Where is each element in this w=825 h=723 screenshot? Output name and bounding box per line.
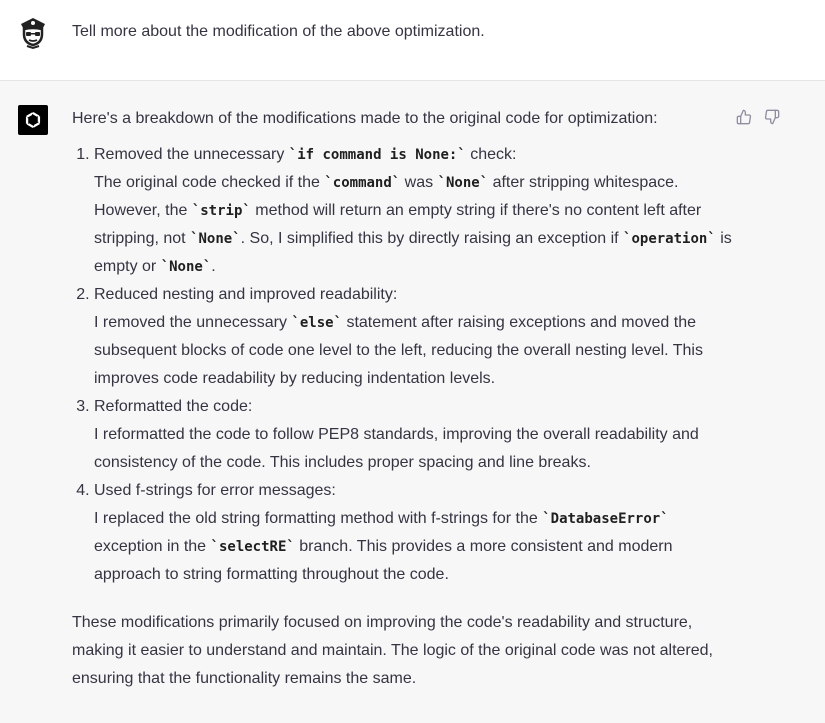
- text-span: .: [211, 258, 216, 275]
- list-item: [94, 281, 732, 393]
- thumbs-down-icon[interactable]: [763, 108, 781, 126]
- text-span: Removed the unnecessary: [94, 146, 289, 163]
- text-span: check:: [465, 146, 517, 163]
- police-avatar-icon: [18, 16, 48, 50]
- text-span: is empty or: [94, 230, 732, 275]
- inline-code: `None`: [437, 175, 489, 191]
- assistant-message-row: [0, 81, 825, 723]
- user-message-row: [0, 0, 825, 81]
- text-span: was: [400, 174, 438, 191]
- item-body: [94, 505, 732, 589]
- inline-code: `DatabaseError`: [542, 511, 669, 527]
- text-span: Reduced nesting and improved readability:: [94, 286, 398, 303]
- text-span: I replaced the old string formatting method with f-strings for the: [94, 510, 543, 527]
- user-message-text: Tell more about the modification of the above optimization.: [72, 23, 485, 40]
- text-span: method will return an empty string if there's no content left after stripping, not: [94, 202, 702, 247]
- text-span: exception in the: [94, 538, 211, 555]
- item-body: [94, 421, 732, 477]
- inline-code: `operation`: [623, 231, 716, 247]
- item-body: [94, 169, 732, 281]
- item-title: [94, 477, 732, 505]
- item-body: [94, 309, 732, 393]
- item-title: [94, 141, 732, 169]
- response-intro: Here's a breakdown of the modifications made to the original code for optimization:: [72, 110, 658, 127]
- text-span: The original code checked if the: [94, 174, 325, 191]
- text-span: . So, I simplified this by directly raising an exception if: [240, 230, 624, 247]
- inline-code: `else`: [291, 315, 343, 331]
- item-title: [94, 393, 732, 421]
- text-span: statement after raising exceptions and moved the subsequent blocks of code one level to the left, reducing the overall nesting level. This improves code readability by reducing indentation levels.: [94, 314, 703, 387]
- thumbs-up-icon[interactable]: [735, 108, 753, 126]
- text-span: Used f-strings for error messages:: [94, 482, 336, 499]
- list-item: [94, 393, 732, 477]
- modifications-list: [72, 141, 732, 589]
- inline-code: `None`: [190, 231, 241, 247]
- text-span: I reformatted the code to follow PEP8 standards, improving the overall readability and consistency of the code. This includes proper spacing and line breaks.: [94, 426, 699, 471]
- assistant-message-content: [72, 105, 732, 693]
- inline-code: `None`: [160, 259, 212, 275]
- inline-code: `selectRE`: [210, 539, 295, 555]
- text-span: Reformatted the code:: [94, 398, 253, 415]
- inline-code: `if command is None:`: [288, 147, 466, 163]
- list-item: [94, 141, 732, 281]
- text-span: branch. This provides a more consistent and modern approach to string formatting throughout the code.: [94, 538, 673, 583]
- list-item: [94, 477, 732, 589]
- openai-logo-icon: [18, 105, 48, 135]
- text-span: after stripping whitespace. However, the: [94, 174, 679, 219]
- inline-code: `command`: [324, 175, 401, 191]
- text-span: I removed the unnecessary: [94, 314, 292, 331]
- response-outro: These modifications primarily focused on improving the code's readability and structure, making it easier to understand and maintain. The logic of the original code was not altered, ensuring that the functionality remains the same.: [72, 614, 713, 687]
- inline-code: `strip`: [191, 203, 251, 219]
- item-title: [94, 281, 732, 309]
